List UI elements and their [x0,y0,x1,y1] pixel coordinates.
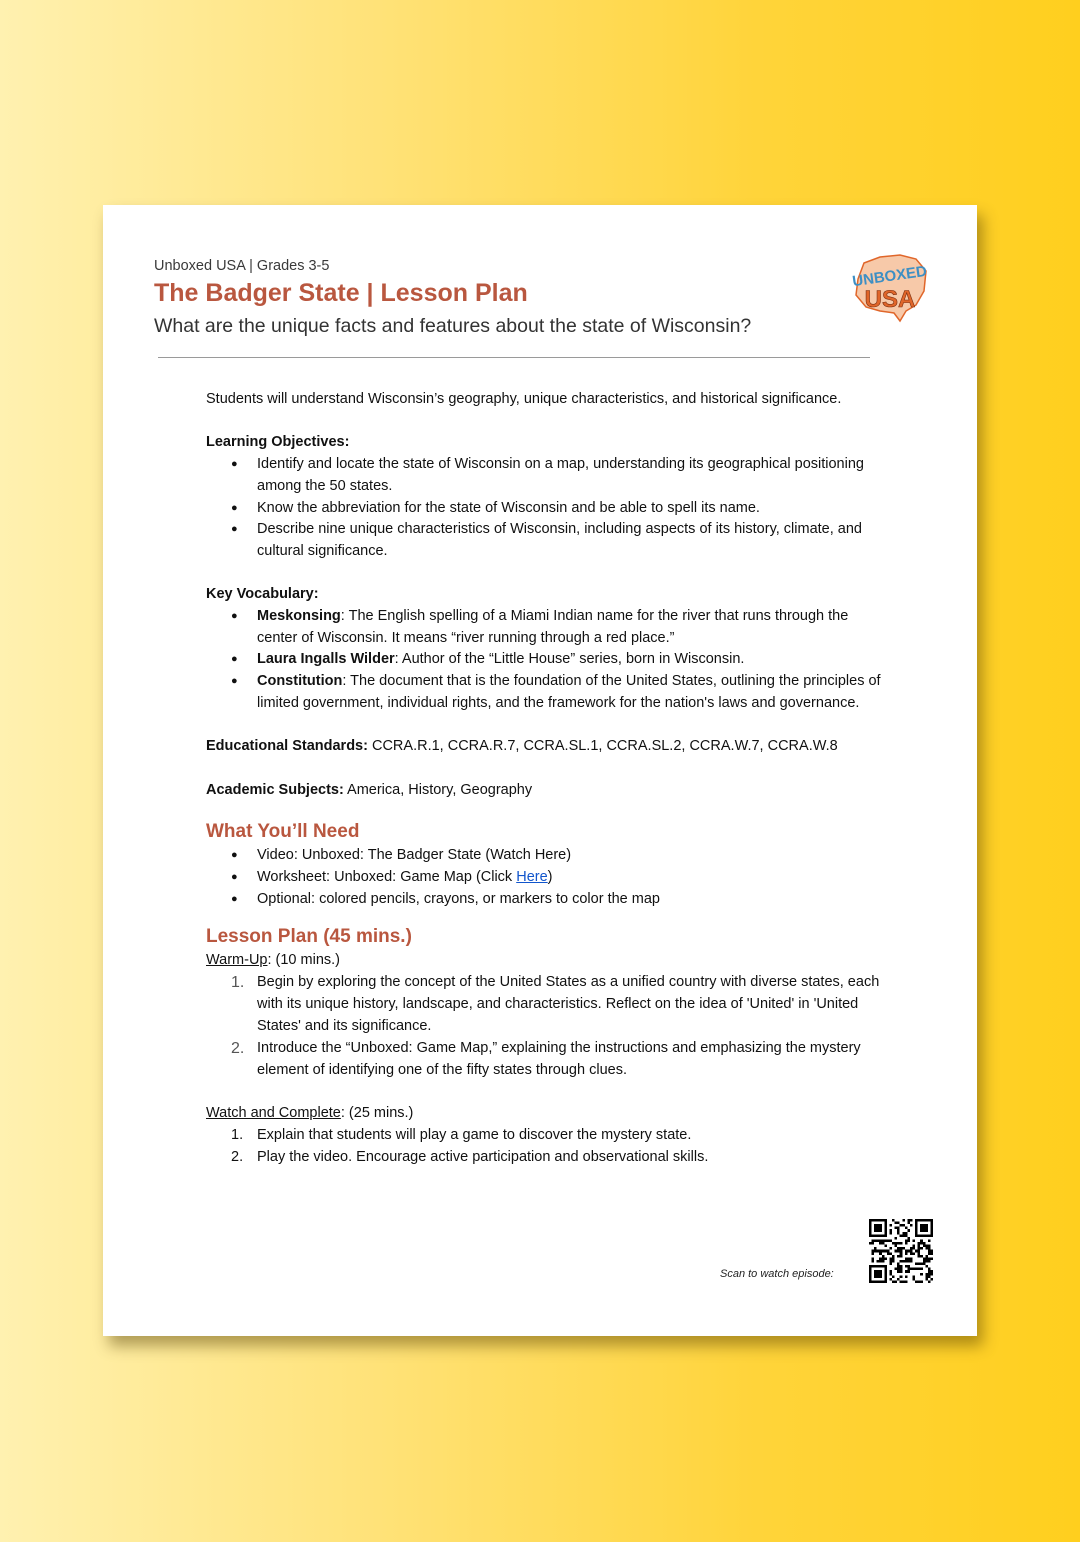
list-item: 2. Introduce the “Unboxed: Game Map,” explaining the instructions and emphasizing the mystery element of identifying one of the fifty states through clues. [231,1040,861,1078]
warmup-label-line: Warm-Up: (10 mins.) [206,952,340,969]
list-item [206,606,886,649]
svg-text:USA: USA [864,286,916,313]
vocab-term: Constitution [257,673,343,690]
objectives-heading: Learning Objectives: [206,434,350,451]
svg-text:UNBOXED: UNBOXED [851,262,928,291]
vocab-definition: : The English spelling of a Miami Indian name for the river that runs through the center of Wisconsin. It means “river running through a red place.” [257,608,849,646]
list-item: 1. Begin by exploring the concept of the United States as a unified country with diverse states, each with its unique history, landscape, and characteristics. Reflect on the idea of 'United' in 'United States' and its significance. [231,974,880,1034]
worksheet-here-link[interactable]: Here [516,869,548,885]
watch-label-line: Watch and Complete: (25 mins.) [206,1105,414,1122]
vocabulary-heading: Key Vocabulary: [206,586,319,603]
list-item: 1. Explain that students will play a game to discover the mystery state. [231,1127,692,1144]
intro-text: Students will understand Wisconsin’s geography, unique characteristics, and historical significance. [206,391,842,407]
unboxed-usa-logo [850,249,930,325]
list-item: 2. Play the video. Encourage active participation and observational skills. [231,1148,709,1165]
vocab-term: Meskonsing [257,608,341,624]
list-item: ● Optional: colored pencils, crayons, or markers to color the map [206,889,886,911]
vocab-term: Laura Ingalls Wilder [257,651,395,668]
vocab-definition: : The document that is the foundation of the United States, outlining the principles of limited government, individual rights, and the framework for the nation's laws and governance. [257,673,881,711]
qr-code[interactable] [869,1219,933,1283]
list-item: ● Describe nine unique characteristics of Wisconsin, including aspects of its history, climate, and cultural significance. [206,519,886,562]
list-item [206,671,886,714]
list-item [206,649,886,671]
lesson-body [206,389,886,1168]
vocab-definition: : Author of the “Little House” series, born in Wisconsin. [394,651,745,668]
vocabulary-list [206,606,886,715]
essential-question: What are the unique facts and features about the state of Wisconsin? [154,315,752,337]
scan-caption: Scan to watch episode: [720,1268,834,1280]
series-grade-label: Unboxed USA | Grades 3-5 [154,258,330,274]
watch-steps [206,1125,886,1168]
warmup-steps [206,972,886,1082]
needs-heading: What You’ll Need [206,821,360,843]
objectives-list [206,454,886,563]
list-item: ● Know the abbreviation for the state of Wisconsin and be able to spell its name. [206,498,886,520]
needs-list [206,845,886,910]
list-item: ● Video: Unboxed: The Badger State (Watch Here) [206,845,886,867]
header-divider [158,357,870,358]
list-item: ● Worksheet: Unboxed: Game Map (Click Here) [206,867,886,889]
standards-line: Educational Standards: CCRA.R.1, CCRA.R.7, CCRA.SL.1, CCRA.SL.2, CCRA.W.7, CCRA.W.8 [206,738,838,755]
page-title: The Badger State | Lesson Plan [154,279,528,307]
subjects-line: Academic Subjects: America, History, Geography [206,781,533,798]
lesson-plan-page [103,205,977,1336]
list-item: ● Identify and locate the state of Wisconsin on a map, understanding its geographical positioning among the 50 states. [206,454,886,497]
lesson-plan-heading: Lesson Plan (45 mins.) [206,926,412,948]
